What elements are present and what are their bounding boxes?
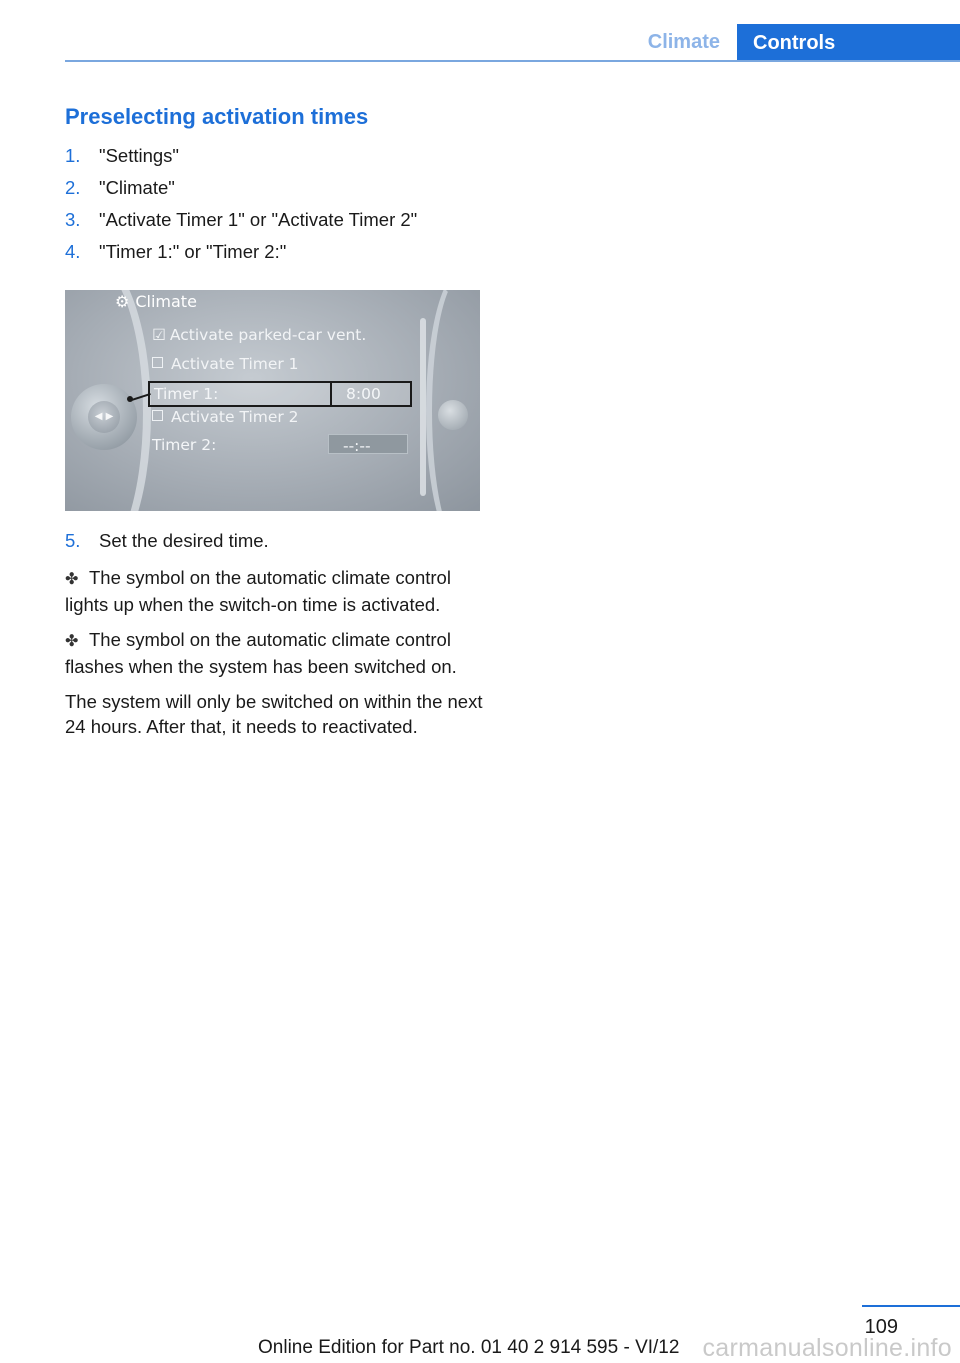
timer-2-value: --:--: [328, 434, 408, 454]
info-paragraph: ✤ The symbol on the automatic climate control flashes when the system has been switched on.: [65, 629, 457, 677]
checkbox-icon: [152, 357, 163, 368]
step-number: 1.: [65, 145, 81, 166]
content-column: [65, 102, 485, 749]
step-item: [65, 204, 485, 236]
step-text: "Climate": [99, 177, 175, 198]
footer-rule: [862, 1305, 960, 1307]
step-text: "Settings": [99, 145, 179, 166]
knob-arrows-icon: ◀ ▶: [88, 401, 120, 433]
step-number: 4.: [65, 241, 81, 262]
screen-side-button: [438, 400, 468, 430]
fan-icon: ✤: [65, 571, 79, 588]
header-chapter-tab: Controls: [737, 24, 960, 62]
timer-1-value: 8:00: [330, 383, 410, 405]
step-text: Set the desired time.: [99, 530, 269, 551]
header-rule: [65, 60, 960, 62]
step-number: 5.: [65, 530, 81, 551]
step-text: "Activate Timer 1" or "Activate Timer 2": [99, 209, 418, 230]
step-number: 3.: [65, 209, 81, 230]
gear-icon: ⚙: [115, 292, 130, 311]
controller-knob: [71, 384, 137, 450]
step-item: [65, 236, 485, 268]
checkbox-icon: [152, 410, 163, 421]
watermark: carmanualsonline.info: [702, 1334, 952, 1362]
step-number: 2.: [65, 177, 81, 198]
header-section-label: Climate: [647, 31, 720, 53]
info-paragraph: The system will only be switched on within the next 24 hours. After that, it needs to reactivated.: [65, 691, 483, 737]
step-item: [65, 525, 485, 557]
info-paragraph: ✤ The symbol on the automatic climate control lights up when the switch-on time is activated.: [65, 567, 451, 615]
steps-list-continued: [65, 525, 485, 557]
checkmark-icon: ☑: [152, 326, 166, 344]
page-number: 109: [864, 1316, 898, 1338]
timer-1-label: Timer 1:: [154, 385, 219, 403]
timer-2-label: Timer 2:: [152, 436, 217, 454]
edition-line: Online Edition for Part no. 01 40 2 914 595 - VI/12: [258, 1337, 680, 1358]
timer-2-row: [148, 434, 408, 456]
step-item: [65, 172, 485, 204]
menu-row-parked-car-vent: ☑ Activate parked-car vent.: [152, 326, 367, 344]
menu-row-activate-timer-2: Activate Timer 2: [152, 408, 299, 426]
section-heading: Preselecting activation times: [65, 104, 369, 129]
screen-title: ⚙ Climate: [115, 292, 197, 311]
step-text: "Timer 1:" or "Timer 2:": [99, 241, 287, 262]
menu-row-activate-timer-1: Activate Timer 1: [152, 355, 299, 373]
step-item: [65, 140, 485, 172]
steps-list: [65, 140, 485, 268]
idrive-screen-illustration: [65, 290, 480, 511]
screen-scrollbar: [420, 318, 426, 496]
fan-icon: ✤: [65, 633, 79, 650]
timer-1-row-selected: [148, 381, 412, 407]
